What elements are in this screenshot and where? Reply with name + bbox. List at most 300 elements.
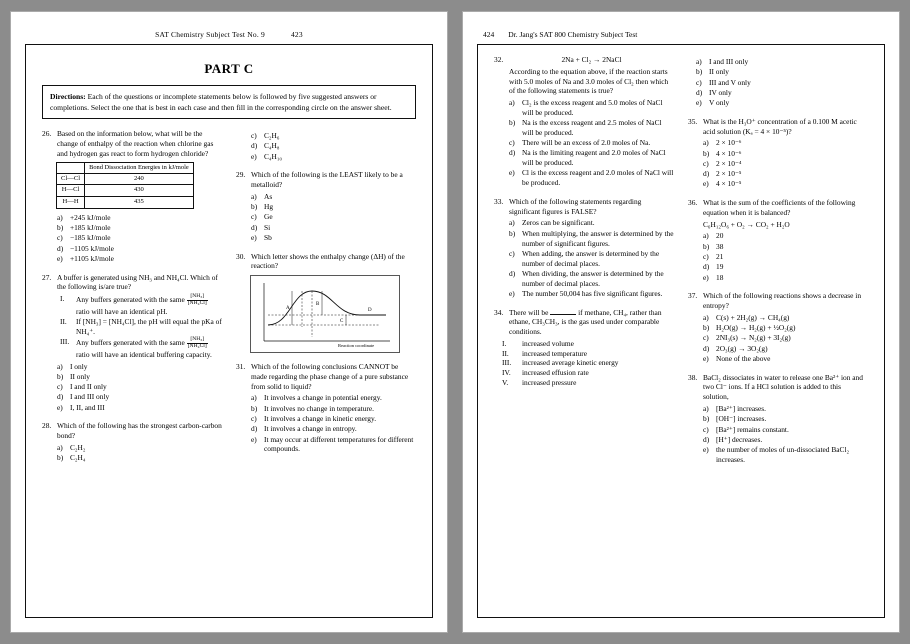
- choice-label: c): [696, 77, 702, 87]
- question-34-choices: [688, 57, 868, 108]
- choice-label: d): [57, 243, 64, 253]
- table-row: [57, 197, 194, 209]
- question-27-number: 27.: [42, 272, 52, 282]
- choice-text: 21: [716, 252, 724, 262]
- list-item[interactable]: [703, 404, 868, 414]
- left-page-frame: [25, 44, 433, 618]
- choice-text: C₂H₄: [70, 453, 86, 463]
- list-item[interactable]: [703, 333, 868, 343]
- choice-label: e): [57, 402, 63, 412]
- question-32-number: 32.: [494, 55, 504, 64]
- bond-dissociation-table: [56, 162, 194, 208]
- question-36: [688, 198, 868, 282]
- choice-text: Cl is the excess reagent and 2.0 moles of NaCl will be produced.: [522, 168, 674, 188]
- list-item[interactable]: [57, 403, 222, 413]
- choice-text: I and III only: [70, 392, 110, 402]
- choice-text: [Ba²⁺] increases.: [716, 403, 767, 413]
- list-item[interactable]: [57, 223, 222, 233]
- left-page-column-1: [42, 129, 222, 472]
- choice-label: b): [509, 118, 516, 128]
- roman-text: [76, 294, 222, 316]
- roman-label: V.: [502, 377, 509, 387]
- question-38: [688, 373, 868, 465]
- right-page-running-head: [483, 30, 879, 39]
- question-26: [42, 129, 222, 264]
- choice-label: d): [509, 268, 516, 278]
- choice-text: 2NI₃(s) → N₂(g) + 3I₂(g): [716, 333, 791, 343]
- choice-text: C₂H₂: [70, 442, 86, 452]
- choice-label: b): [703, 148, 710, 158]
- bde-bond-2: H—Cl: [57, 185, 85, 197]
- question-30-text: Which letter shows the enthalpy change (ΔH) of the reaction?: [251, 251, 405, 271]
- choice-label: c): [509, 138, 515, 148]
- choice-text: II only: [70, 371, 90, 381]
- choice-label: d): [703, 169, 710, 179]
- choice-label: b): [703, 414, 710, 424]
- question-28-choices-continued: [236, 131, 416, 161]
- choice-label: c): [251, 414, 257, 424]
- question-26-number: 26.: [42, 129, 52, 138]
- question-32-body: [509, 55, 674, 96]
- choice-text: [OH⁻] increases.: [716, 414, 767, 424]
- list-item[interactable]: [509, 269, 674, 289]
- list-item: [60, 294, 222, 316]
- list-item[interactable]: [509, 118, 674, 138]
- list-item: [60, 337, 222, 359]
- choice-label: d): [696, 87, 703, 97]
- fraction-numerator: [NH₃]: [187, 294, 208, 301]
- list-item[interactable]: [251, 404, 416, 414]
- list-item[interactable]: [509, 218, 674, 228]
- choice-text: II only: [709, 67, 729, 77]
- list-item: [502, 339, 674, 349]
- list-item[interactable]: [703, 323, 868, 333]
- list-item[interactable]: [57, 382, 222, 392]
- question-37-number: 37.: [688, 291, 698, 301]
- question-34-continued: [688, 57, 868, 108]
- roman-text: [76, 337, 222, 359]
- choice-text: None of the above: [716, 353, 771, 363]
- choice-label: e): [509, 168, 515, 178]
- choice-text: 2O₃(g) → 3O₂(g): [716, 343, 768, 353]
- list-item[interactable]: [696, 57, 868, 67]
- left-page-number: 423: [290, 30, 303, 39]
- choice-label: e): [251, 434, 257, 444]
- choice-label: a): [57, 442, 63, 452]
- choice-text: III and V only: [709, 77, 751, 87]
- question-31-number: 31.: [236, 362, 246, 372]
- choice-label: c): [509, 248, 515, 258]
- roman-text-pre: Any buffers generated with the same: [76, 295, 187, 305]
- choice-text: +185 kJ/mole: [70, 223, 111, 233]
- question-27: [42, 273, 222, 413]
- svg-text:A: A: [286, 306, 290, 312]
- choice-text: [H⁺] decreases.: [716, 434, 763, 444]
- choice-text: When dividing, the answer is determined by the number of decimal places.: [522, 268, 664, 288]
- list-item[interactable]: [509, 138, 674, 148]
- list-item[interactable]: [251, 131, 416, 141]
- list-item[interactable]: [509, 249, 674, 269]
- choice-text: It involves a change in potential energy.: [264, 393, 382, 403]
- list-item[interactable]: [703, 414, 868, 424]
- left-page: [10, 11, 448, 633]
- question-28-text: Which of the following has the strongest carbon-carbon bond?: [57, 421, 222, 441]
- table-row: [57, 173, 194, 185]
- list-item[interactable]: [251, 233, 416, 243]
- list-item[interactable]: [57, 443, 222, 453]
- list-item[interactable]: [57, 244, 222, 254]
- question-28-continued: [236, 131, 416, 161]
- choice-label: b): [57, 371, 64, 381]
- choice-label: a): [251, 191, 257, 201]
- question-28-number: 28.: [42, 421, 52, 431]
- choice-text: C₂H₆: [264, 131, 280, 140]
- list-item[interactable]: [509, 98, 674, 118]
- choice-label: c): [57, 382, 63, 392]
- choice-label: d): [703, 343, 710, 353]
- question-27-choices: [42, 362, 222, 413]
- question-34-number: 34.: [494, 307, 504, 317]
- list-item[interactable]: [251, 223, 416, 233]
- right-page-frame: [477, 44, 885, 618]
- question-33-text: Which of the following statements regarding significant figures is FALSE?: [509, 196, 642, 216]
- question-31-choices: [236, 393, 416, 454]
- question-28: [42, 421, 222, 463]
- choice-label: c): [251, 131, 257, 140]
- bde-col-energies: Bond Dissociation Energies in kJ/mole: [85, 163, 194, 173]
- list-item[interactable]: [703, 262, 868, 272]
- choice-text: I only: [70, 361, 88, 371]
- choice-label: e): [703, 272, 709, 282]
- choice-label: b): [509, 228, 516, 238]
- choice-label: e): [703, 353, 709, 363]
- list-item[interactable]: [251, 192, 416, 202]
- ratio-fraction: [187, 337, 208, 350]
- table-row: [57, 185, 194, 197]
- choice-text: 2 × 10⁻⁵: [716, 169, 742, 179]
- left-page-column-2: [236, 129, 416, 472]
- list-item[interactable]: [57, 233, 222, 243]
- question-38-number: 38.: [688, 372, 698, 382]
- list-item[interactable]: [703, 435, 868, 445]
- right-page: [462, 11, 900, 633]
- roman-text: increased average kinetic energy: [522, 358, 619, 368]
- question-36-choices: [688, 231, 868, 282]
- svg-text:D: D: [368, 308, 372, 314]
- choice-label: a): [703, 138, 709, 148]
- directions-label: Directions:: [50, 92, 86, 101]
- list-item[interactable]: [509, 289, 674, 299]
- question-33-number: 33.: [494, 196, 504, 206]
- choice-text: C₄H₈: [264, 141, 280, 151]
- choice-label: c): [703, 424, 709, 434]
- left-page-content: [26, 45, 432, 617]
- choice-label: a): [703, 231, 709, 241]
- question-36-number: 36.: [688, 198, 698, 208]
- choice-text: 19: [716, 262, 724, 272]
- left-page-columns: [42, 129, 416, 472]
- roman-label: III.: [502, 358, 512, 368]
- list-item[interactable]: [703, 252, 868, 262]
- question-36-text: What is the sum of the coefficients of the following equation when it is balanced?: [703, 198, 856, 217]
- question-36-equation: C₆H₁₂O₆ + O₂ → CO₂ + H₂O: [703, 219, 790, 229]
- choice-text: 38: [716, 241, 724, 251]
- question-31: [236, 362, 416, 454]
- roman-text: increased effusion rate: [522, 368, 589, 378]
- directions-box: [42, 85, 416, 119]
- choice-text: I and III only: [709, 57, 749, 66]
- choice-text: I, II, and III: [70, 402, 105, 412]
- choice-label: c): [703, 333, 709, 343]
- bde-col-blank: [57, 163, 85, 173]
- list-item[interactable]: [509, 229, 674, 249]
- fraction-numerator: [NH₃]: [187, 337, 208, 344]
- choice-label: e): [509, 288, 515, 298]
- choice-label: d): [703, 434, 710, 444]
- question-26-choices: [42, 213, 222, 264]
- choice-label: b): [703, 241, 710, 251]
- roman-text-post: ratio will have an identical pH.: [76, 306, 168, 316]
- question-29-number: 29.: [236, 170, 246, 180]
- list-item[interactable]: [509, 168, 674, 188]
- svg-text:B: B: [316, 302, 320, 308]
- question-34-text-post: if methane, CH₄, rather than ethane, CH₃CH₃, is the gas used under comparable conditions.: [509, 307, 662, 337]
- question-32-text: According to the equation above, if the reaction starts with 5.0 moles of Na and 3.0 moles of Cl₂ then which of the following statements is true?: [509, 66, 669, 96]
- list-item[interactable]: [251, 414, 416, 424]
- list-item[interactable]: [509, 148, 674, 168]
- list-item[interactable]: [703, 179, 868, 189]
- left-page-running-head: [31, 30, 427, 39]
- list-item[interactable]: [251, 141, 416, 151]
- choice-label: a): [696, 57, 702, 66]
- choice-label: e): [696, 98, 702, 108]
- roman-label: I.: [60, 294, 65, 304]
- list-item[interactable]: [57, 392, 222, 402]
- choice-text: Hg: [264, 202, 274, 212]
- question-26-text: Based on the information below, what will be the change of enthalpy of the reaction when chlorine gas and hydrogen gas react to form hydrogen chloride?: [57, 129, 214, 158]
- ratio-fraction: [187, 294, 208, 307]
- choice-text: 20: [716, 231, 724, 241]
- fill-in-blank: [550, 314, 576, 315]
- right-page-columns: [494, 55, 868, 474]
- question-35: [688, 117, 868, 189]
- choice-label: a): [251, 393, 257, 403]
- fraction-denominator: [NH₄Cl]: [187, 299, 207, 306]
- roman-text: If [NH₃] = [NH₄Cl], the pH will equal the pKa of NH₄⁺.: [76, 317, 222, 336]
- list-item[interactable]: [703, 445, 868, 465]
- question-32-choices: [494, 98, 674, 188]
- list-item[interactable]: [251, 435, 416, 455]
- choice-text: When adding, the answer is determined by the number of decimal places.: [522, 248, 660, 268]
- choice-label: e): [251, 232, 257, 242]
- list-item[interactable]: [703, 159, 868, 169]
- question-38-text: BaCl₂ dissociates in water to release one Ba²⁺ ion and two Cl⁻ ions. If a HCl solution is added to this solution,: [703, 372, 863, 402]
- question-38-choices: [688, 404, 868, 465]
- list-item[interactable]: [696, 67, 868, 77]
- bde-bond-3: H—H: [57, 197, 85, 209]
- roman-text: increased temperature: [522, 348, 588, 358]
- choice-text: −1105 kJ/mole: [70, 243, 114, 253]
- choice-label: d): [251, 222, 258, 232]
- question-29: [236, 170, 416, 242]
- roman-text-pre: Any buffers generated with the same: [76, 338, 187, 348]
- choice-label: c): [251, 212, 257, 222]
- choice-label: a): [703, 403, 709, 413]
- question-35-text: What is the H₃O⁺ concentration of a 0.100 M acetic acid solution (Kₐ = 4 × 10⁻⁵)?: [703, 116, 857, 136]
- roman-label: III.: [60, 337, 70, 347]
- question-35-number: 35.: [688, 116, 698, 126]
- choice-label: d): [509, 148, 516, 158]
- question-27-text: A buffer is generated using NH₃ and NH₄Cl. Which of the following is/are true?: [57, 272, 218, 292]
- choice-text: C₄H₁₀: [264, 151, 282, 161]
- list-item[interactable]: [251, 202, 416, 212]
- choice-label: c): [57, 233, 63, 243]
- list-item[interactable]: [703, 231, 868, 241]
- list-item[interactable]: [703, 313, 868, 323]
- list-item[interactable]: [703, 354, 868, 364]
- table-row: [57, 163, 194, 173]
- question-28-choices: [42, 443, 222, 463]
- question-34-roman-list: [494, 339, 674, 388]
- choice-label: b): [696, 67, 703, 77]
- directions-text: Each of the questions or incomplete statements below is followed by five suggested answers or completions. Select the one that is best in each case and then fill in the corresponding circle on the answer sheet.: [50, 92, 392, 112]
- choice-text: IV only: [709, 87, 732, 97]
- choice-label: d): [57, 392, 64, 402]
- choice-text: the number of moles of un-dissociated BaCl₂ increases.: [716, 445, 850, 464]
- question-27-roman-list: [42, 294, 222, 360]
- question-30: [236, 252, 416, 354]
- bde-value-2: 430: [85, 185, 194, 197]
- choice-label: e): [251, 151, 257, 161]
- question-32-equation: 2Na + Cl₂ → 2NaCl: [561, 55, 622, 64]
- choice-label: b): [251, 403, 258, 413]
- list-item[interactable]: [703, 169, 868, 179]
- choice-label: a): [57, 361, 63, 371]
- choice-label: d): [251, 424, 258, 434]
- question-33-choices: [494, 218, 674, 298]
- right-page-number: 424: [483, 30, 495, 39]
- choice-label: b): [703, 323, 710, 333]
- choice-text: I and II only: [70, 382, 107, 392]
- choice-label: e): [57, 253, 63, 263]
- choice-text: Cl₂ is the excess reagent and 5.0 moles of NaCl will be produced.: [522, 98, 663, 117]
- list-item: [502, 349, 674, 359]
- choice-text: H₂O(g) → H₂(g) + ½O₂(g): [716, 323, 796, 333]
- list-item[interactable]: [251, 152, 416, 162]
- choice-text: When multiplying, the answer is determined by the number of significant figures.: [522, 228, 674, 248]
- choice-text: 18: [716, 272, 724, 282]
- question-36-body: [703, 198, 868, 229]
- list-item[interactable]: [703, 344, 868, 354]
- list-item[interactable]: [703, 149, 868, 159]
- list-item[interactable]: [251, 212, 416, 222]
- left-running-head-text: SAT Chemistry Subject Test No. 9: [155, 30, 265, 39]
- right-page-column-1: [494, 55, 674, 474]
- bde-value-3: 435: [85, 197, 194, 209]
- question-32: [494, 55, 674, 188]
- list-item[interactable]: [57, 372, 222, 382]
- question-37: [688, 291, 868, 363]
- roman-label: II.: [502, 348, 509, 358]
- list-item: [502, 378, 674, 388]
- choice-text: As: [264, 191, 273, 201]
- choice-text: Ge: [264, 212, 273, 222]
- choice-text: Si: [264, 222, 271, 232]
- list-item[interactable]: [703, 273, 868, 283]
- choice-label: a): [509, 218, 515, 228]
- choice-text: [Ba²⁺] remains constant.: [716, 424, 789, 434]
- choice-text: +1105 kJ/mole: [70, 253, 114, 263]
- list-item[interactable]: [57, 254, 222, 264]
- right-page-column-2: [688, 55, 868, 474]
- choice-text: It may occur at different temperatures for different compounds.: [264, 434, 414, 454]
- list-item[interactable]: [696, 78, 868, 88]
- list-item: [502, 368, 674, 378]
- choice-text: There will be an excess of 2.0 moles of Na.: [522, 138, 651, 148]
- choice-label: c): [703, 158, 709, 168]
- choice-text: 2 × 10⁻⁴: [716, 158, 742, 168]
- choice-label: b): [57, 223, 64, 233]
- list-item[interactable]: [57, 453, 222, 463]
- choice-text: 4 × 10⁻⁵: [716, 179, 742, 189]
- list-item[interactable]: [703, 242, 868, 252]
- roman-text-post: ratio will have an identical buffering capacity.: [76, 349, 212, 359]
- choice-label: b): [251, 202, 258, 212]
- question-37-text: Which of the following reactions shows a decrease in entropy?: [703, 291, 862, 311]
- choice-label: d): [703, 262, 710, 272]
- question-29-choices: [236, 192, 416, 243]
- list-item[interactable]: [703, 425, 868, 435]
- choice-text: Sb: [264, 232, 272, 242]
- roman-label: I.: [502, 338, 507, 348]
- choice-label: e): [703, 179, 709, 189]
- question-31-text: Which of the following conclusions CANNOT be made regarding the phase change of a pure substance from solid to liquid?: [251, 362, 409, 391]
- list-item[interactable]: [57, 362, 222, 372]
- list-item[interactable]: [57, 213, 222, 223]
- list-item[interactable]: [696, 88, 868, 98]
- roman-text: increased volume: [522, 338, 574, 348]
- roman-text: increased pressure: [522, 377, 577, 387]
- list-item: [60, 317, 222, 337]
- choice-label: d): [251, 141, 258, 151]
- choice-text: 4 × 10⁻⁶: [716, 148, 742, 158]
- list-item: [502, 358, 674, 368]
- choice-label: e): [703, 445, 709, 455]
- list-item[interactable]: [696, 98, 868, 108]
- question-29-text: Which of the following is the LEAST likely to be a metalloid?: [251, 170, 403, 190]
- reaction-energy-diagram: [250, 275, 400, 353]
- list-item[interactable]: [251, 393, 416, 403]
- question-30-number: 30.: [236, 251, 246, 261]
- right-running-head-text: Dr. Jang's SAT 800 Chemistry Subject Test: [508, 30, 638, 39]
- list-item[interactable]: [251, 424, 416, 434]
- list-item[interactable]: [703, 138, 868, 148]
- choice-text: It involves no change in temperature.: [264, 403, 375, 413]
- svg-text:C: C: [340, 319, 344, 325]
- choice-text: Na is the excess reagent and 2.5 moles of NaCl will be produced.: [522, 118, 662, 137]
- choice-text: +245 kJ/mole: [70, 212, 111, 222]
- question-34: [494, 308, 674, 388]
- choice-text: Zeros can be significant.: [522, 218, 595, 228]
- right-page-content: [478, 45, 884, 617]
- choice-label: b): [57, 453, 64, 463]
- choice-text: It involves a change in entropy.: [264, 424, 357, 434]
- question-35-choices: [688, 138, 868, 189]
- roman-label: IV.: [502, 368, 511, 378]
- choice-text: 2 × 10⁻⁶: [716, 138, 742, 148]
- svg-text:Reaction coordinate: Reaction coordinate: [338, 343, 375, 349]
- part-title: PART C: [204, 61, 254, 76]
